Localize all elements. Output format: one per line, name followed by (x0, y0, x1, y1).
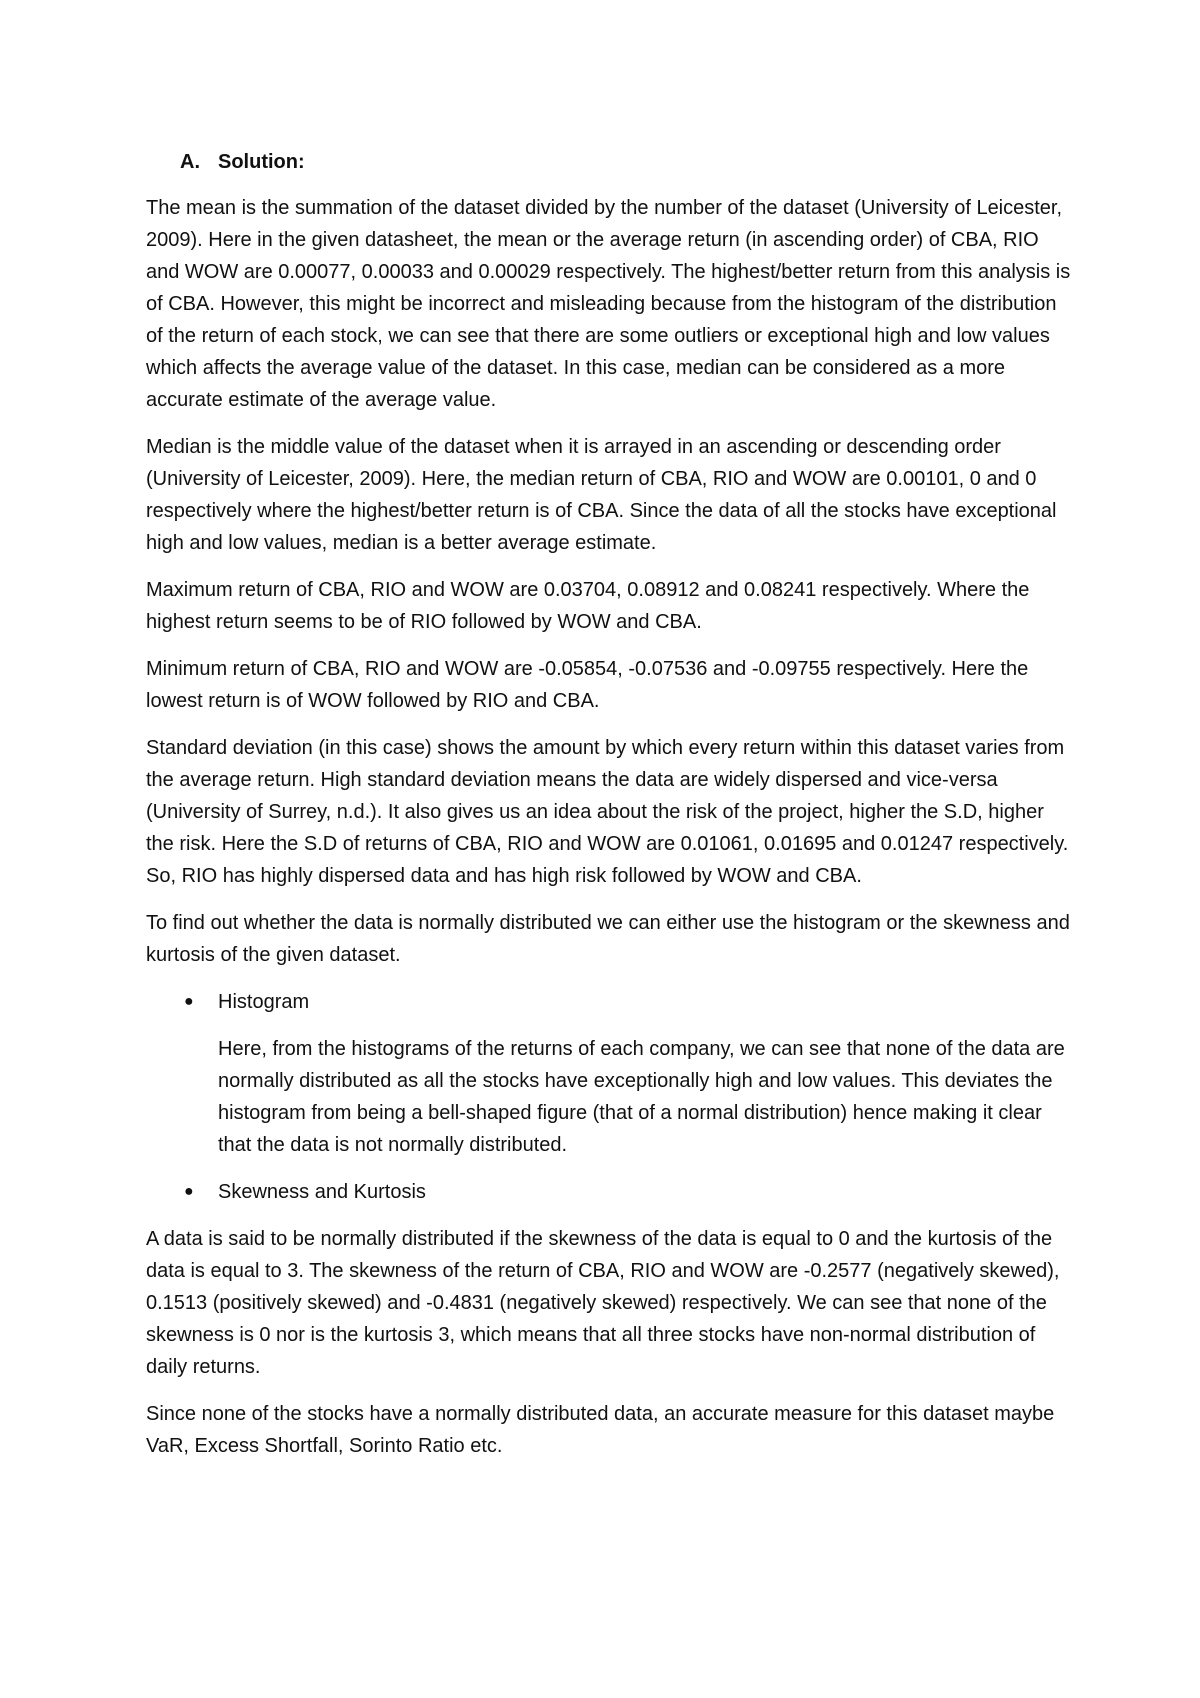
standard-deviation-paragraph: Standard deviation (in this case) shows the amount by which every return within this dataset varies from the average return. High standard deviation means the data are widely dispersed and vice-versa (University of Surrey, n.d.). It also gives us an idea about the risk of the project, higher the S.D, higher the risk. Here the S.D of returns of CBA, RIO and WOW are 0.01061, 0.01695 and 0.01247 respectively. So, RIO has highly dispersed data and has high risk followed by WOW and CBA. (146, 737, 1069, 887)
bullet-histogram (146, 986, 1076, 1018)
normality-intro-paragraph: To find out whether the data is normally distributed we can either use the histogram or the skewness and kurtosis of the given dataset. (146, 912, 1070, 966)
conclusion-paragraph: Since none of the stocks have a normally distributed data, an accurate measure for this dataset maybe VaR, Excess Shortfall, Sorinto Ratio etc. (146, 1403, 1055, 1457)
document-body (146, 146, 1076, 1477)
bullet-skewness (146, 1176, 1076, 1208)
section-letter: A. (180, 151, 200, 173)
mean-paragraph: The mean is the summation of the dataset divided by the number of the dataset (University of Leicester, 2009). Here in the given datasheet, the mean or the average return (in ascending order) of CBA, RIO and WOW are 0.00077, 0.00033 and 0.00029 respectively. The highest/better return from this analysis is of CBA. However, this might be incorrect and misleading because from the histogram of the distribution of the return of each stock, we can see that there are some outliers or exceptional high and low values which affects the average value of the dataset. In this case, median can be considered as a more accurate estimate of the average value. (146, 197, 1071, 411)
minimum-paragraph: Minimum return of CBA, RIO and WOW are -0.05854, -0.07536 and -0.09755 respectively. Here the lowest return is of WOW followed by RIO and CBA. (146, 658, 1029, 712)
section-heading (180, 146, 1076, 178)
section-title: Solution: (218, 151, 305, 173)
bullet-skewness-label: Skewness and Kurtosis (218, 1181, 426, 1203)
bullet-histogram-label: Histogram (218, 991, 310, 1013)
histogram-paragraph: Here, from the histograms of the returns of each company, we can see that none of the data are normally distributed as all the stocks have exceptionally high and low values. This deviates the histogram from being a bell-shaped figure (that of a normal distribution) hence making it clear that the data is not normally distributed. (218, 1038, 1065, 1156)
bullet-icon: ● (184, 1183, 194, 1200)
maximum-paragraph: Maximum return of CBA, RIO and WOW are 0.03704, 0.08912 and 0.08241 respectively. Where the highest return seems to be of RIO followed by WOW and CBA. (146, 579, 1030, 633)
skewness-paragraph: A data is said to be normally distributed if the skewness of the data is equal to 0 and the kurtosis of the data is equal to 3. The skewness of the return of CBA, RIO and WOW are -0.2577 (negatively skewed), 0.1513 (positively skewed) and -0.4831 (negatively skewed) respectively. We can see that none of the skewness is 0 nor is the kurtosis 3, which means that all three stocks have non-normal distribution of daily returns. (146, 1228, 1060, 1378)
bullet-icon: ● (184, 993, 194, 1010)
median-paragraph: Median is the middle value of the dataset when it is arrayed in an ascending or descending order (University of Leicester, 2009). Here, the median return of CBA, RIO and WOW are 0.00101, 0 and 0 respectively where the highest/better return is of CBA. Since the data of all the stocks have exceptional high and low values, median is a better average estimate. (146, 436, 1057, 554)
